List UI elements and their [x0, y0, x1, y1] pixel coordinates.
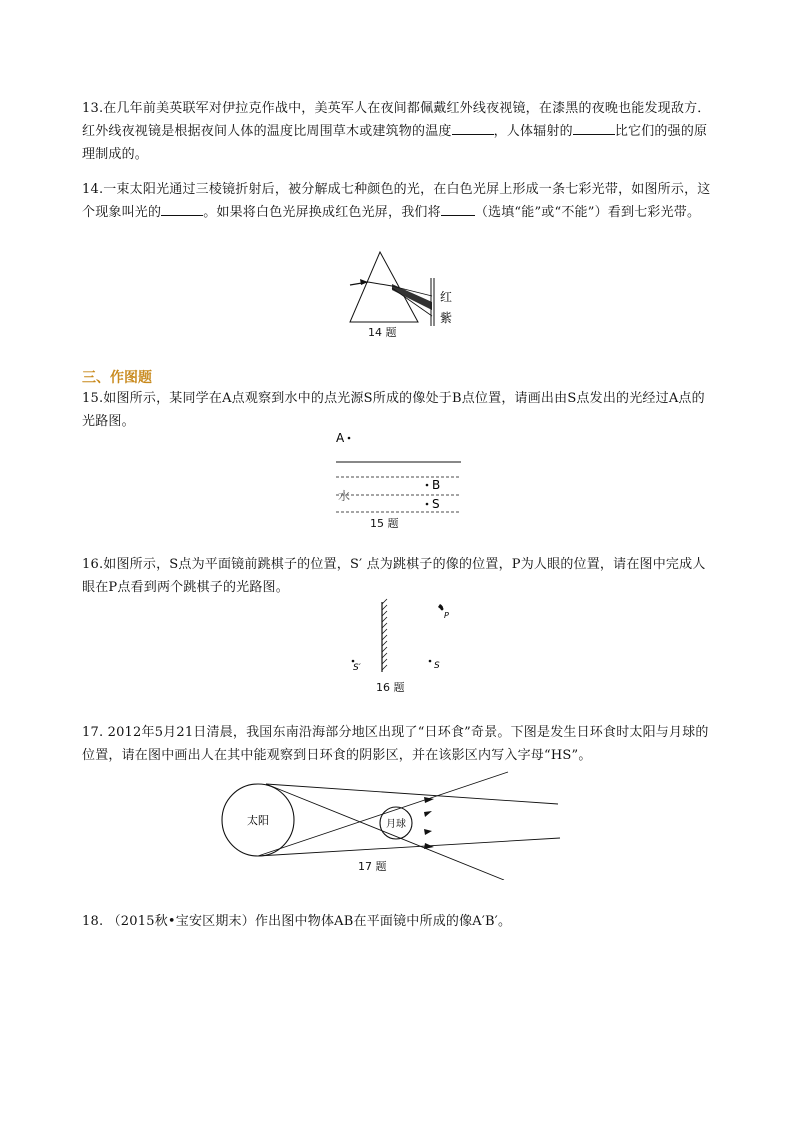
fig15-point-s: [426, 503, 429, 506]
figure-16-mirror: [340, 598, 455, 694]
figure-15-caption: 15 题: [370, 517, 399, 530]
fig15-label-s: S: [432, 497, 440, 511]
question-14: [82, 178, 714, 224]
section-heading: 三、作图题: [82, 370, 152, 386]
q14-text-a: 14.一束太阳光通过三棱镜折射后，被分解成七种颜色的光，在白色光屏上形成一条七彩光带，如图所示，这个现象叫光的: [82, 182, 711, 220]
figure-17-eclipse: [218, 768, 568, 884]
figure-17-caption: 17 题: [358, 860, 387, 873]
question-18: 18. （2015秋•宝安区期末）作出图中物体AB在平面镜中所成的像A′B′。: [82, 914, 512, 929]
q14-text-c: （选填“能”或“不能”）看到七彩光带。: [474, 205, 701, 220]
fig14-label-red: 红: [440, 290, 453, 304]
question-13: [82, 97, 714, 166]
figure-15-water: [332, 428, 467, 536]
fig14-label-purple: 紫: [440, 311, 453, 325]
q13-text-a: 13.在几年前美英联军对伊拉克作战中，美英军人在夜间都佩戴红外线夜视镜，在漆黑的夜晚也能发现敌方．红外线夜视镜是根据夜间人体的温度比周围草木或建筑物的温度: [82, 101, 711, 139]
fig16-point-s: [429, 660, 432, 663]
figure-14-caption: 14 题: [368, 326, 397, 339]
fig17-label-sun: 太阳: [247, 814, 269, 827]
q14-blank-1[interactable]: [161, 201, 203, 216]
q14-text-b: 。如果将白色光屏换成红色光屏，我们将: [203, 205, 441, 220]
question-15: 15.如图所示，某同学在A点观察到水中的点光源S所成的像处于B点位置，请画出由S点发出的光经过A点的光路图。: [82, 391, 705, 429]
q13-text-c: 比它们的强的原理制成的。: [82, 124, 708, 162]
q13-blank-2[interactable]: [573, 120, 615, 135]
figure-14-prism: [340, 244, 470, 348]
q13-blank-1[interactable]: [452, 120, 494, 135]
fig16-label-s-image: S′: [353, 663, 361, 673]
fig16-label-s: S: [434, 661, 440, 671]
q13-text-b: ，人体辐射的: [493, 124, 573, 139]
fig16-label-p: P: [444, 611, 449, 620]
question-16: 16.如图所示，S点为平面镜前跳棋子的位置，S′ 点为跳棋子的像的位置，P为人眼的位置，请在图中完成人眼在P点看到两个跳棋子的光路图。: [82, 557, 706, 595]
fig15-label-b: B: [432, 478, 441, 492]
fig15-label-a: A: [336, 431, 345, 445]
eye-icon: [438, 604, 443, 610]
fig17-label-moon: 月球: [386, 819, 406, 830]
fig15-label-water: 水: [338, 489, 351, 503]
q14-blank-2[interactable]: [441, 201, 475, 216]
fig16-point-s-image: [352, 660, 355, 663]
fig15-point-b: [426, 484, 429, 487]
fig15-point-a: [348, 437, 351, 440]
question-17: 17. 2012年5月21日清晨，我国东南沿海部分地区出现了“日环食”奇景。下图是发生日环食时太阳与月球的位置，请在图中画出人在其中能观察到日环食的阴影区，并在该影区内写入字母“HS”。: [82, 725, 709, 763]
figure-16-caption: 16 题: [376, 681, 405, 694]
